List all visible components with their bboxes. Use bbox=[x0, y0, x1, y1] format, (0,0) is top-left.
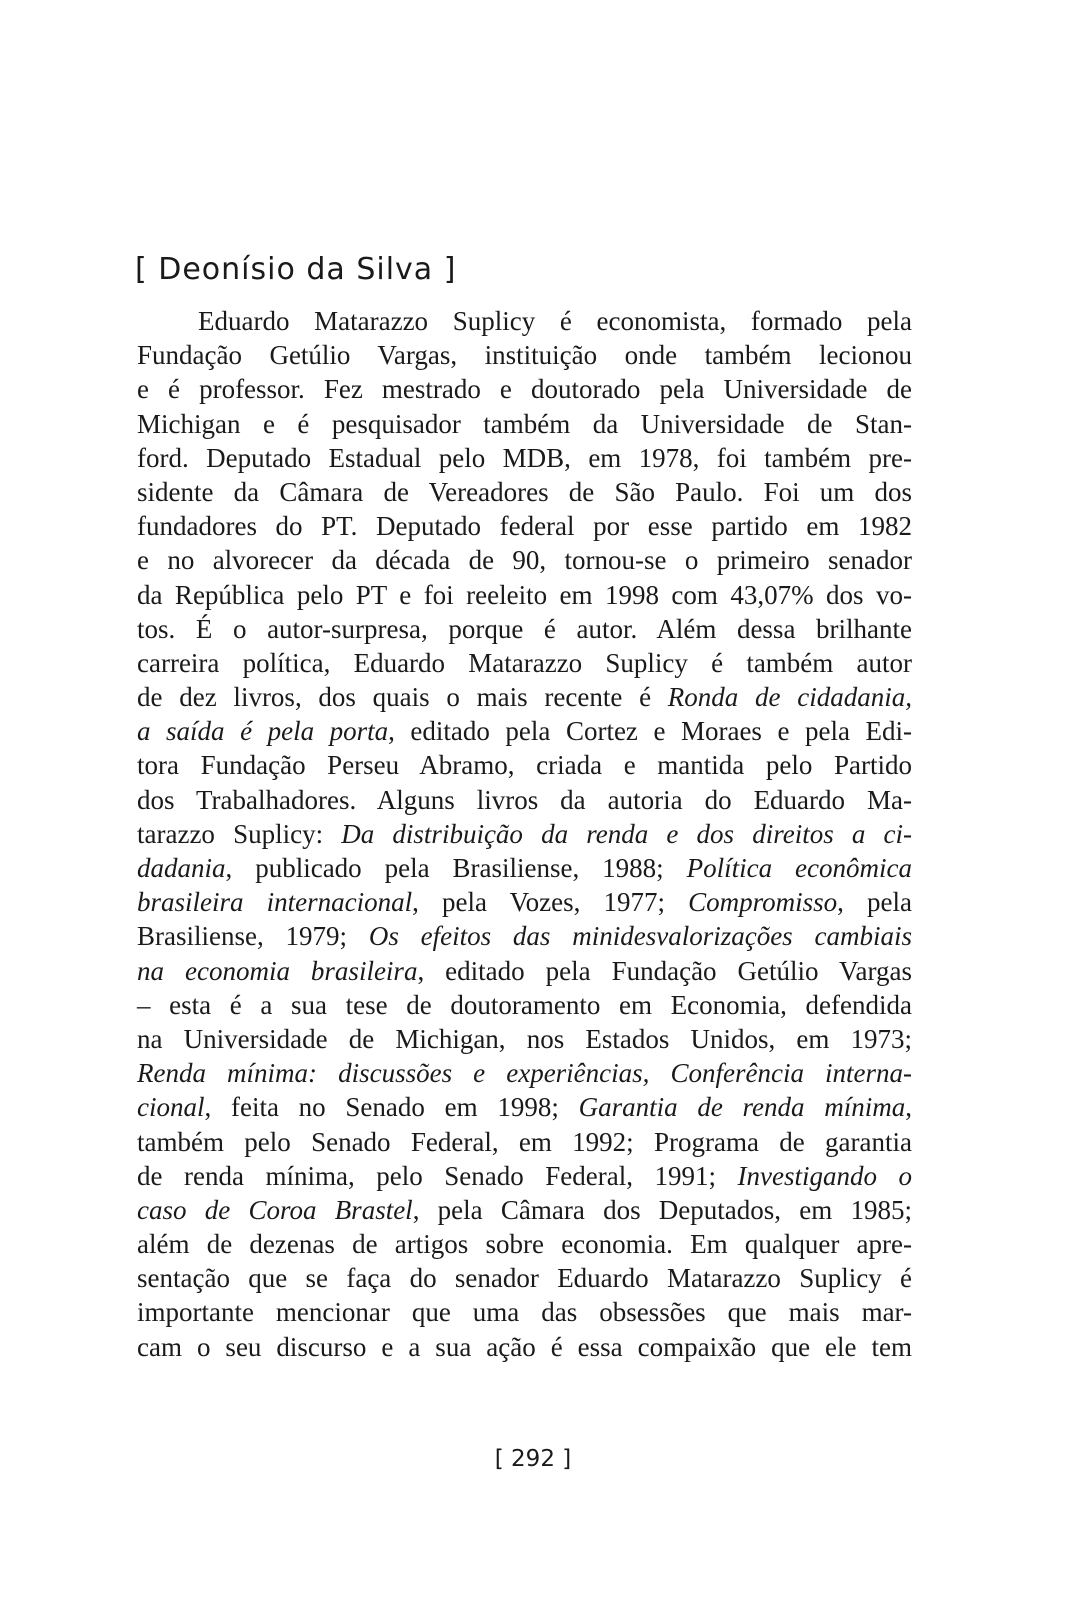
paragraph-line bbox=[137, 1227, 912, 1261]
body-text-segment: carreira política, Eduardo Matarazzo Suplicy é também autor bbox=[137, 647, 912, 678]
body-text-segment: tarazzo Suplicy: bbox=[137, 818, 342, 849]
italic-title-text: caso de Coroa Brastel bbox=[137, 1194, 413, 1225]
body-text-segment: Brasiliense, 1979; bbox=[137, 921, 369, 952]
body-text-segment: e é professor. Fez mestrado e doutorado pela Universidade de bbox=[137, 374, 912, 405]
paragraph-line bbox=[137, 919, 912, 953]
paragraph-line bbox=[137, 304, 912, 338]
paragraph-line bbox=[137, 578, 912, 612]
paragraph-line bbox=[137, 1022, 912, 1056]
paragraph-line bbox=[137, 1330, 912, 1364]
body-text-segment: na Universidade de Michigan, nos Estados Unidos, em 1973; bbox=[137, 1023, 912, 1054]
paragraph-line bbox=[137, 543, 912, 577]
paragraph-line bbox=[137, 646, 912, 680]
paragraph-line bbox=[137, 680, 912, 714]
body-text-segment: Michigan e é pesquisador também da Universidade de Stan- bbox=[137, 408, 912, 439]
body-text-segment: tora Fundação Perseu Abramo, criada e mantida pelo Partido bbox=[137, 750, 912, 781]
paragraph-line bbox=[137, 1295, 912, 1329]
body-text-segment: tos. É o autor-surpresa, porque é autor. Além dessa brilhante bbox=[137, 613, 912, 644]
body-text-segment: importante mencionar que uma das obsessões que mais mar- bbox=[137, 1297, 912, 1328]
italic-title-text: Garantia de renda mínima bbox=[578, 1092, 906, 1123]
paragraph-line bbox=[137, 988, 912, 1022]
italic-title-text: na economia brasileira bbox=[137, 955, 418, 986]
paragraph-line bbox=[137, 1056, 912, 1090]
body-text-segment: sentação que se faça do senador Eduardo Matarazzo Suplicy é bbox=[137, 1263, 912, 1294]
paragraph-line bbox=[137, 407, 912, 441]
paragraph-line bbox=[137, 372, 912, 406]
paragraph-line bbox=[137, 441, 912, 475]
body-paragraph bbox=[137, 304, 912, 1364]
body-text-segment: de renda mínima, pelo Senado Federal, 1991; bbox=[137, 1160, 738, 1191]
body-text-segment: , bbox=[905, 1092, 913, 1123]
speaker-label: [ Deonísio da Silva ] bbox=[135, 252, 457, 287]
paragraph-line bbox=[137, 1090, 912, 1124]
paragraph-line bbox=[137, 748, 912, 782]
body-text-segment: dos Trabalhadores. Alguns livros da autoria do Eduardo Ma- bbox=[137, 784, 912, 815]
italic-title-text: a saída é pela porta bbox=[137, 716, 389, 747]
body-text-segment: ford. Deputado Estadual pelo MDB, em 1978, foi também pre- bbox=[137, 442, 912, 473]
paragraph-line bbox=[137, 1159, 912, 1193]
italic-title-text: cional bbox=[137, 1092, 205, 1123]
body-text-segment: de dez livros, dos quais o mais recente é bbox=[137, 682, 668, 713]
body-text-segment: cam o seu discurso e a sua ação é essa compaixão que ele tem bbox=[137, 1331, 912, 1362]
paragraph-line bbox=[137, 851, 912, 885]
paragraph-line bbox=[137, 885, 912, 919]
italic-title-text: Da distribuição da renda e dos direitos a ci- bbox=[341, 818, 913, 849]
body-text-segment: , editado pela Fundação Getúlio Vargas bbox=[417, 955, 912, 986]
italic-title-text: Compromisso bbox=[688, 887, 838, 918]
paragraph-line bbox=[137, 338, 912, 372]
body-text-segment: , editado pela Cortez e Moraes e pela Edi- bbox=[388, 716, 912, 747]
italic-title-text: dadania bbox=[137, 853, 226, 883]
body-text-segment: da República pelo PT e foi reeleito em 1998 com 43,07% dos vo- bbox=[137, 579, 912, 610]
body-text-segment: fundadores do PT. Deputado federal por esse partido em 1982 bbox=[137, 511, 912, 542]
body-text-segment: – esta é a sua tese de doutoramento em Economia, defendida bbox=[137, 989, 912, 1020]
paragraph-line bbox=[137, 954, 912, 988]
body-text-segment: também pelo Senado Federal, em 1992; Programa de garantia bbox=[137, 1126, 912, 1157]
body-text-segment: Fundação Getúlio Vargas, instituição onde também lecionou bbox=[137, 340, 912, 371]
paragraph-line bbox=[137, 509, 912, 543]
body-text-segment: , pela Câmara dos Deputados, em 1985; bbox=[412, 1194, 912, 1225]
italic-title-text: Ronda de cidadania, bbox=[667, 682, 912, 713]
body-text-segment: sidente da Câmara de Vereadores de São Paulo. Foi um dos bbox=[137, 476, 912, 507]
italic-title-text: Os efeitos das minidesvalorizações cambiais bbox=[368, 921, 912, 952]
body-text-segment: , pela bbox=[837, 887, 912, 918]
paragraph-line bbox=[137, 783, 912, 817]
paragraph-line bbox=[137, 1193, 912, 1227]
body-text-segment: além de dezenas de artigos sobre economia. Em qualquer apre- bbox=[137, 1229, 912, 1260]
italic-title-text: Investigando o bbox=[737, 1160, 912, 1191]
paragraph-line bbox=[137, 714, 912, 748]
body-text-segment: , pela Vozes, 1977; bbox=[412, 887, 689, 918]
paragraph-line bbox=[137, 1125, 912, 1159]
paragraph-line bbox=[137, 475, 912, 509]
body-text-segment: e no alvorecer da década de 90, tornou-se o primeiro senador bbox=[137, 545, 912, 576]
paragraph-line bbox=[137, 612, 912, 646]
italic-title-text: Renda mínima: discussões e experiências, Conferência interna- bbox=[137, 1058, 912, 1089]
page-number: [ 292 ] bbox=[494, 1446, 572, 1472]
paragraph-line bbox=[137, 1261, 912, 1295]
paragraph-line bbox=[137, 817, 912, 851]
body-text-segment: Eduardo Matarazzo Suplicy é economista, formado pela bbox=[198, 306, 912, 336]
italic-title-text: brasileira internacional bbox=[137, 887, 413, 918]
body-text-segment: , feita no Senado em 1998; bbox=[204, 1092, 579, 1123]
body-text-segment: , publicado pela Brasiliense, 1988; bbox=[225, 853, 687, 883]
italic-title-text: Política econômica bbox=[686, 853, 912, 883]
